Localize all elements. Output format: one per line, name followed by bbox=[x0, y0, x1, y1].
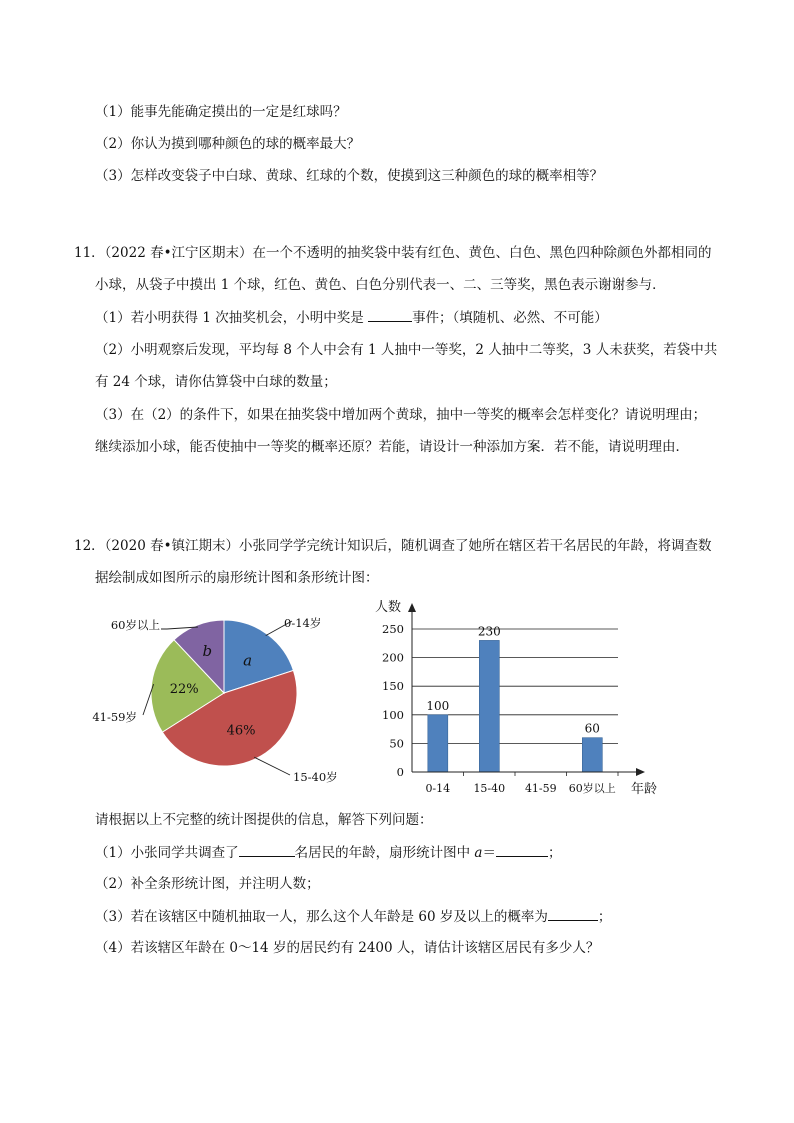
bar-0 bbox=[428, 715, 448, 772]
q11-part1 bbox=[95, 308, 608, 327]
q11-part2-line1: （2）小明观察后发现，平均每 8 个人中会有 1 人抽中一等奖，2 人抽中二等奖，3 人未获奖，若袋中共 bbox=[95, 342, 718, 358]
q12-part1-text-a: （1）小张同学共调查了 bbox=[95, 845, 239, 861]
bar-category-label-3: 60岁以上 bbox=[568, 782, 616, 795]
bar-ytick-label-1: 50 bbox=[389, 736, 404, 751]
bar-category-label-2: 41-59 bbox=[524, 782, 557, 795]
pie-inner-label-0: a bbox=[243, 651, 253, 670]
q12-part1-var-a: a bbox=[474, 845, 483, 861]
bar-data-label-3: 60 bbox=[584, 721, 600, 736]
bar-x-axis-title: 年龄 bbox=[630, 782, 658, 797]
q12-part3-text-b: ； bbox=[597, 909, 612, 925]
q11-part1-text-a: （1）若小明获得 1 次抽奖机会，小明中奖是 bbox=[95, 310, 369, 326]
q12-intro: 请根据以上不完整的统计图提供的信息，解答下列问题： bbox=[95, 812, 433, 828]
pie-inner-label-1: 46% bbox=[226, 723, 256, 739]
q12-part3-text-a: （3）若在该辖区中随机抽取一人，那么这个人年龄是 60 岁及以上的概率为 bbox=[95, 909, 548, 925]
q10-part2: （2）你认为摸到哪种颜色的球的概率最大？ bbox=[95, 136, 361, 152]
q12-part1-blank2[interactable] bbox=[496, 843, 548, 857]
bar-y-axis-title: 人数 bbox=[374, 600, 402, 615]
q11-part3-line1: （3）在（2）的条件下，如果在抽奖袋中增加两个黄球，抽中一等奖的概率会怎样变化？请说明理由； bbox=[95, 407, 707, 423]
bar-chart bbox=[360, 592, 670, 802]
bar-data-label-0: 100 bbox=[426, 698, 450, 713]
bar-y-axis-arrow bbox=[408, 603, 416, 612]
pie-inner-label-3: b bbox=[202, 641, 213, 660]
q11-part2-line2: 有 24 个球，请你估算袋中白球的数量； bbox=[95, 374, 337, 390]
bar-3 bbox=[582, 738, 602, 772]
q12-part3-blank[interactable] bbox=[548, 907, 598, 921]
bar-x-axis-arrow bbox=[636, 768, 645, 776]
bar-ytick-label-0: 0 bbox=[396, 765, 404, 779]
q11-line1: 11．（2022 春•江宁区期末）在一个不透明的抽奖袋中装有红色、黄色、白色、黑色四种除颜色外都相同的 bbox=[74, 245, 712, 261]
q12-line1: 12．（2020 春•镇江期末）小张同学学完统计知识后，随机调查了她所在辖区若干名居民的年龄，将调查数 bbox=[74, 538, 712, 554]
q12-part1-blank1[interactable] bbox=[239, 843, 295, 857]
pie-outer-label-0: 0-14岁 bbox=[284, 616, 322, 630]
q10-part3: （3）怎样改变袋子中白球、黄球、红球的个数，使摸到这三种颜色的球的概率相等？ bbox=[95, 168, 604, 184]
bar-ytick-label-5: 250 bbox=[382, 622, 404, 636]
q11-part1-blank[interactable] bbox=[368, 308, 412, 322]
q12-part1-text-b: 名居民的年龄，扇形统计图中 bbox=[294, 845, 475, 861]
q12-part1 bbox=[95, 843, 561, 862]
q12-line2: 据绘制成如图所示的扇形统计图和条形统计图： bbox=[95, 570, 379, 586]
pie-outer-label-1: 15-40岁 bbox=[293, 770, 338, 784]
bar-1 bbox=[479, 640, 499, 772]
bar-ytick-label-2: 100 bbox=[382, 707, 404, 722]
bar-ytick-label-3: 150 bbox=[382, 679, 404, 694]
pie-chart bbox=[85, 600, 338, 800]
pie-outer-label-2: 41-59岁 bbox=[92, 710, 137, 724]
q12-part2: （2）补全条形统计图，并注明人数； bbox=[95, 876, 320, 892]
q12-part3 bbox=[95, 907, 611, 926]
q11-part3-line2: 继续添加小球，能否使抽中一等奖的概率还原？若能，请设计一种添加方案．若不能，请说明理由． bbox=[95, 439, 689, 455]
bar-category-label-1: 15-40 bbox=[473, 782, 506, 795]
q12-part1-text-d: ； bbox=[547, 845, 562, 861]
bar-ytick-label-4: 200 bbox=[382, 650, 404, 665]
q11-part1-text-b: 事件；（填随机、必然、不可能） bbox=[412, 310, 608, 326]
bar-category-label-0: 0-14 bbox=[425, 782, 451, 795]
q12-part4: （4）若该辖区年龄在 0～14 岁的居民约有 2400 人，请估计该辖区居民有多少人？ bbox=[95, 940, 600, 956]
q10-part1: （1）能事先能确定摸出的一定是红球吗？ bbox=[95, 104, 347, 120]
bar-data-label-1: 230 bbox=[477, 624, 501, 639]
pie-outer-label-3: 60岁以上 bbox=[110, 618, 160, 632]
q11-line2: 小球，从袋子中摸出 1 个球，红色、黄色、白色分别代表一、二、三等奖，黑色表示谢谢参与． bbox=[95, 277, 666, 293]
pie-leader-line-1 bbox=[254, 757, 290, 775]
q12-part1-eq: ＝ bbox=[482, 845, 496, 861]
pie-inner-label-2: 22% bbox=[169, 682, 199, 697]
